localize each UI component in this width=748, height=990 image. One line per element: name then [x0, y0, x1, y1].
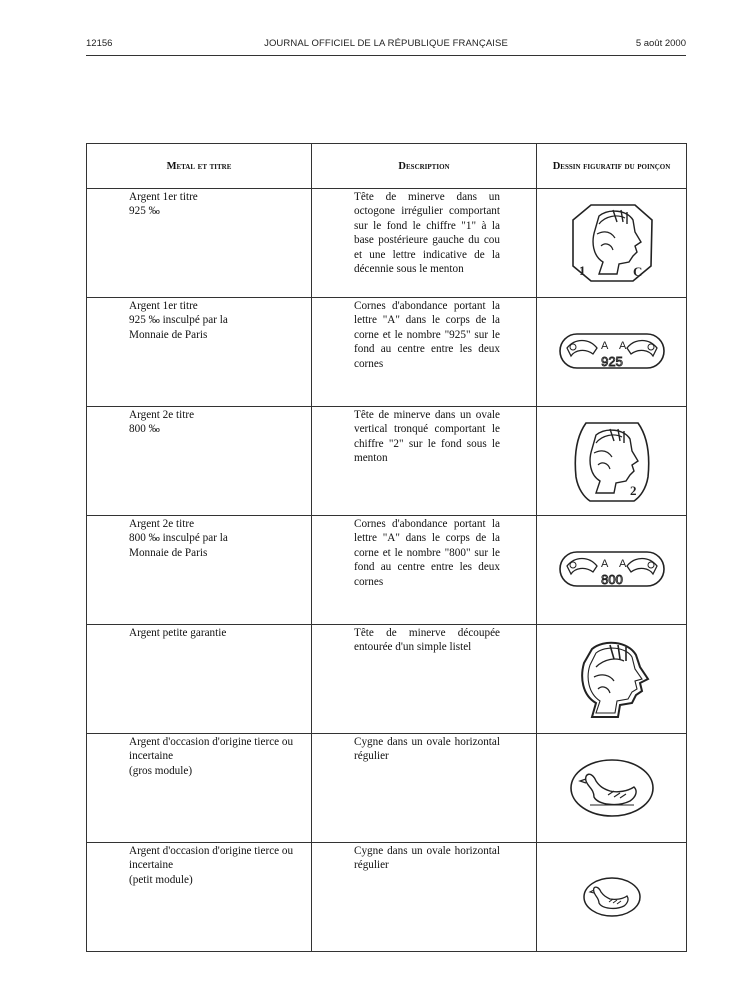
minerva-octagon-mark-icon: [569, 202, 655, 284]
minerva-oval-mark-icon: [572, 417, 652, 505]
mark-cell: [537, 298, 687, 407]
table-row: [87, 189, 687, 298]
description-cell: Tête de minerve dans un octogone irrégulier comportant sur le fond le chiffre "1" à la base postérieure gauche du cou et une lettre indicative de la décennie sous le menton: [312, 189, 537, 298]
column-header-metal: Metal et titre: [87, 144, 312, 189]
swan-large-mark-icon: [568, 757, 656, 819]
mark-label: A: [618, 558, 626, 570]
mark-label: C: [632, 264, 642, 279]
column-header-mark: Dessin figuratif du poinçon: [537, 144, 687, 189]
metal-line: Argent 2e titre: [129, 518, 195, 530]
mark-cell: [537, 625, 687, 734]
publication-date: 5 août 2000: [635, 38, 686, 49]
description-cell: Cornes d'abondance portant la lettre "A" dans le corps de la corne et le nombre "800" sur le fond au centre entre les deux cornes: [312, 516, 537, 625]
metal-line: 925 ‰ insculpé par la: [129, 314, 228, 327]
mark-label: 925: [600, 354, 623, 369]
metal-cell: [87, 407, 312, 516]
metal-line: Argent 1er titre: [129, 300, 198, 312]
metal-line: Argent d'occasion d'origine tierce ou incertaine: [129, 845, 294, 872]
mark-label: 2: [629, 483, 636, 498]
metal-cell: [87, 734, 312, 843]
description-cell: Tête de minerve dans un ovale vertical tronqué comportant le chiffre "2" sur le fond sous le menton: [312, 407, 537, 516]
metal-cell: [87, 298, 312, 407]
mark-label: A: [618, 340, 626, 352]
table-row: [87, 843, 687, 952]
metal-line: Argent d'occasion d'origine tierce ou incertaine: [129, 736, 294, 763]
metal-cell: [87, 516, 312, 625]
mark-cell: [537, 516, 687, 625]
journal-title: JOURNAL OFFICIEL DE LA RÉPUBLIQUE FRANÇAISE: [264, 38, 508, 49]
swan-small-mark-icon: [581, 875, 643, 919]
mark-label: 800: [600, 572, 623, 587]
description-cell: Tête de minerve découpée entourée d'un simple listel: [312, 625, 537, 734]
table-row: [87, 516, 687, 625]
column-header-description: Description: [312, 144, 537, 189]
cornucopia-mark-icon: [557, 330, 667, 374]
description-cell: Cornes d'abondance portant la lettre "A" dans le corps de la corne et le nombre "925" sur le fond au centre entre les deux cornes: [312, 298, 537, 407]
metal-line: Argent 2e titre: [129, 409, 195, 421]
table-row: [87, 407, 687, 516]
metal-line: (petit module): [129, 873, 193, 886]
mark-label: A: [600, 340, 608, 352]
minerva-cutout-mark-icon: [570, 637, 654, 721]
table-row: [87, 625, 687, 734]
mark-label: A: [600, 558, 608, 570]
metal-cell: [87, 843, 312, 952]
cornucopia-mark-icon: [557, 548, 667, 592]
mark-label: 1: [578, 263, 585, 278]
mark-cell: [537, 734, 687, 843]
mark-cell: [537, 407, 687, 516]
metal-line: Argent 1er titre: [129, 191, 198, 203]
metal-line: 800 ‰ insculpé par la: [129, 532, 228, 545]
metal-line: Monnaie de Paris: [129, 328, 208, 341]
page-number: 12156: [86, 38, 113, 49]
metal-cell: [87, 625, 312, 734]
metal-line: (gros module): [129, 764, 193, 777]
metal-cell: [87, 189, 312, 298]
mark-cell: [537, 843, 687, 952]
description-cell: Cygne dans un ovale horizontal régulier: [312, 843, 537, 952]
mark-cell: [537, 189, 687, 298]
metal-line: 800 ‰: [129, 423, 160, 436]
metal-line: 925 ‰: [129, 205, 160, 218]
metal-line: Monnaie de Paris: [129, 546, 208, 559]
header-rule: [86, 55, 686, 56]
page-header: [86, 38, 686, 52]
metal-line: Argent petite garantie: [129, 627, 227, 639]
table-row: [87, 734, 687, 843]
table-row: [87, 298, 687, 407]
description-cell: Cygne dans un ovale horizontal régulier: [312, 734, 537, 843]
hallmark-table: [86, 143, 687, 952]
